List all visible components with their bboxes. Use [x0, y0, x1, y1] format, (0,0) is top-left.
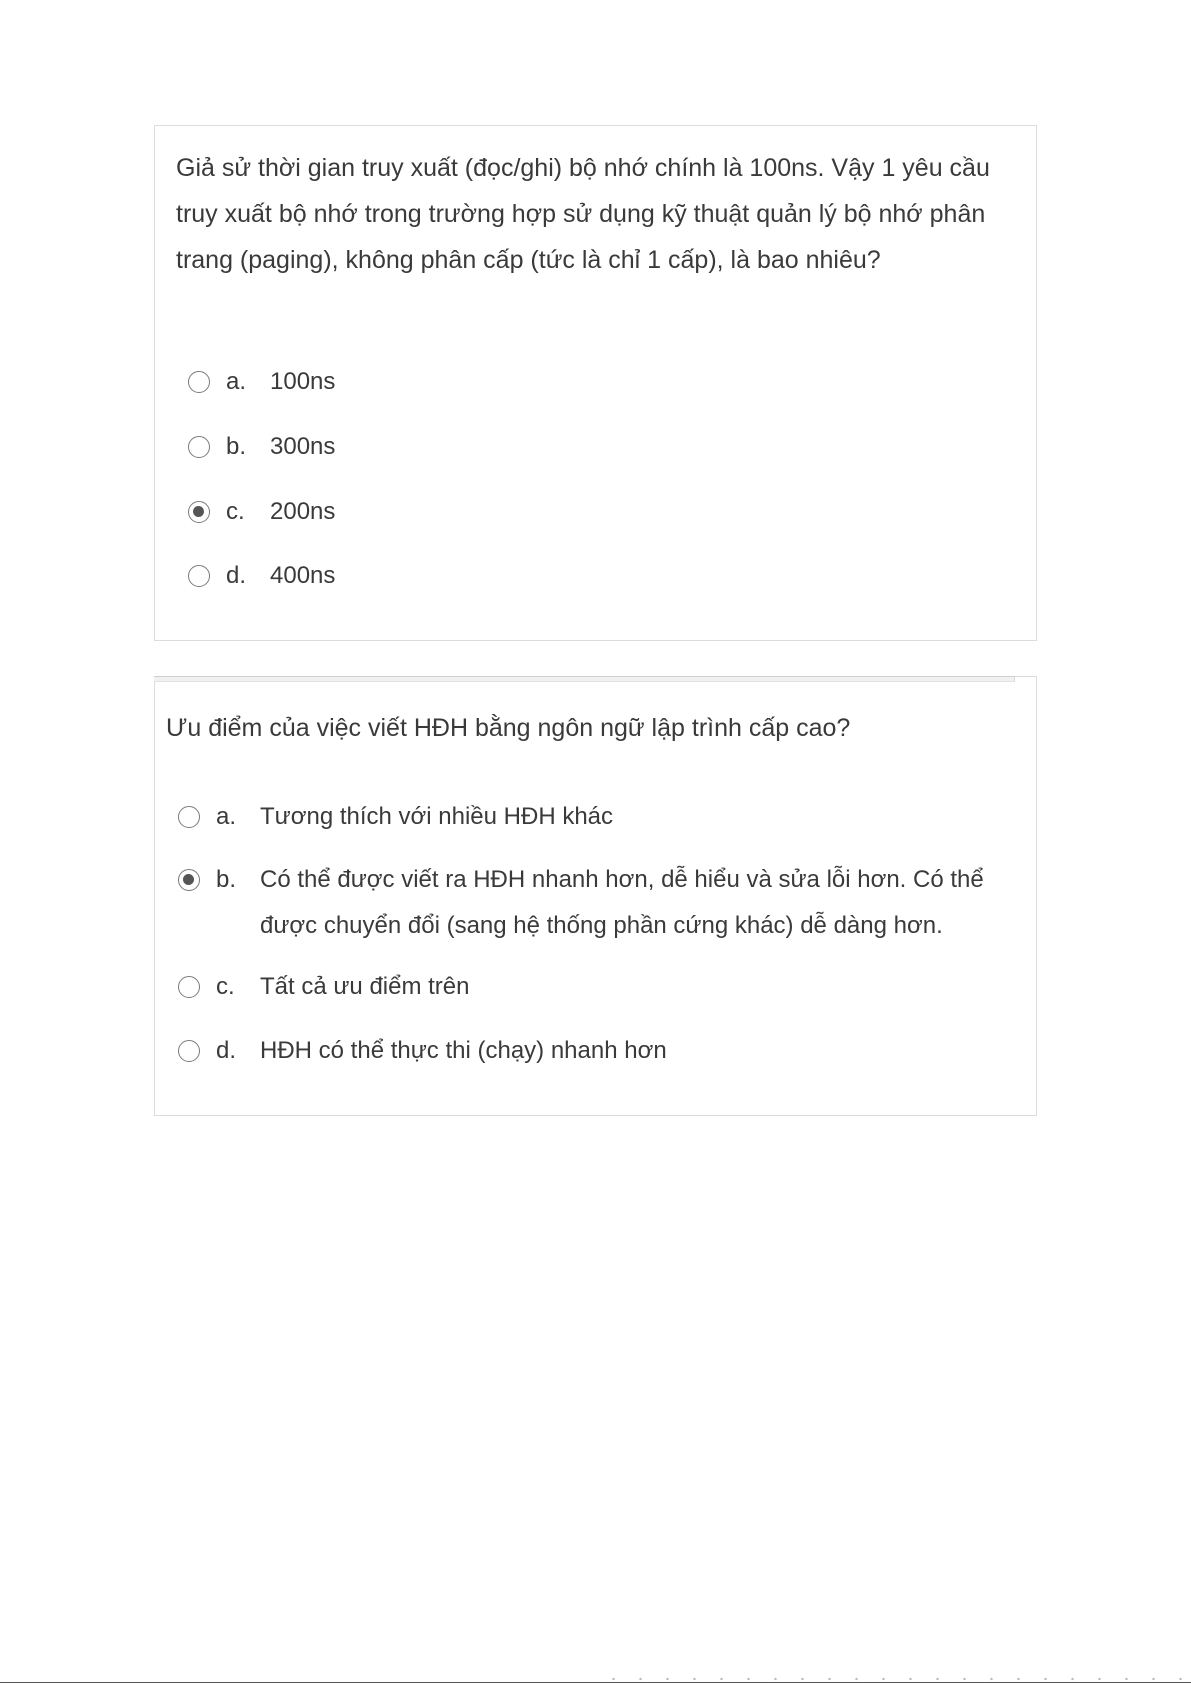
- option-text: 200ns: [270, 498, 336, 525]
- radio-button-unchecked-icon[interactable]: [188, 371, 210, 393]
- option-letter: c.: [216, 973, 235, 1000]
- radio-button-unchecked-icon[interactable]: [178, 806, 200, 828]
- option-letter: c.: [226, 498, 245, 525]
- option-text: Có thể được viết ra HĐH nhanh hơn, dễ hiểu và sửa lỗi hơn. Có thể được chuyển đổi (sang hệ thống phần cứng khác) dễ dàng hơn.: [260, 866, 984, 939]
- question-text: Giả sử thời gian truy xuất (đọc/ghi) bộ nhớ chính là 100ns. Vậy 1 yêu cầu truy xuất bộ nhớ trong trường hợp sử dụng kỹ thuật quản lý bộ nhớ phân trang (paging), không phân cấp (tức là chỉ 1 cấp), là bao nhiêu?: [176, 154, 990, 274]
- answer-option-c[interactable]: [188, 489, 1008, 535]
- option-text: Tương thích với nhiều HĐH khác: [260, 803, 614, 830]
- answer-option-d[interactable]: [178, 1028, 1018, 1074]
- answer-option-c[interactable]: [178, 964, 1018, 1010]
- question-card-1: [154, 125, 1037, 641]
- answer-option-a[interactable]: [178, 794, 1018, 840]
- radio-button-unchecked-icon[interactable]: [188, 436, 210, 458]
- radio-button-checked-icon[interactable]: [188, 501, 210, 523]
- question-text: Ưu điểm của việc viết HĐH bằng ngôn ngữ lập trình cấp cao?: [166, 714, 851, 742]
- answer-option-a[interactable]: [188, 359, 1008, 405]
- option-text: 300ns: [270, 433, 336, 460]
- option-letter: b.: [226, 433, 247, 460]
- option-letter: d.: [216, 1037, 237, 1064]
- radio-button-unchecked-icon[interactable]: [188, 565, 210, 587]
- question-card-2: [154, 676, 1037, 1116]
- option-text: 100ns: [270, 368, 336, 395]
- option-letter: a.: [216, 803, 237, 830]
- option-letter: a.: [226, 368, 247, 395]
- option-text: HĐH có thể thực thi (chạy) nhanh hơn: [260, 1037, 667, 1064]
- radio-button-unchecked-icon[interactable]: [178, 976, 200, 998]
- radio-button-checked-icon[interactable]: [178, 869, 200, 891]
- page-footer-line: [0, 1682, 1191, 1683]
- option-letter: b.: [216, 866, 237, 893]
- answer-option-d[interactable]: [188, 553, 1008, 599]
- option-text: Tất cả ưu điểm trên: [260, 973, 470, 1000]
- answer-option-b[interactable]: [188, 424, 1008, 470]
- option-text: 400ns: [270, 562, 336, 589]
- answer-option-b[interactable]: [178, 857, 1018, 949]
- card-top-bar: [154, 676, 1015, 682]
- radio-button-unchecked-icon[interactable]: [178, 1040, 200, 1062]
- option-letter: d.: [226, 562, 247, 589]
